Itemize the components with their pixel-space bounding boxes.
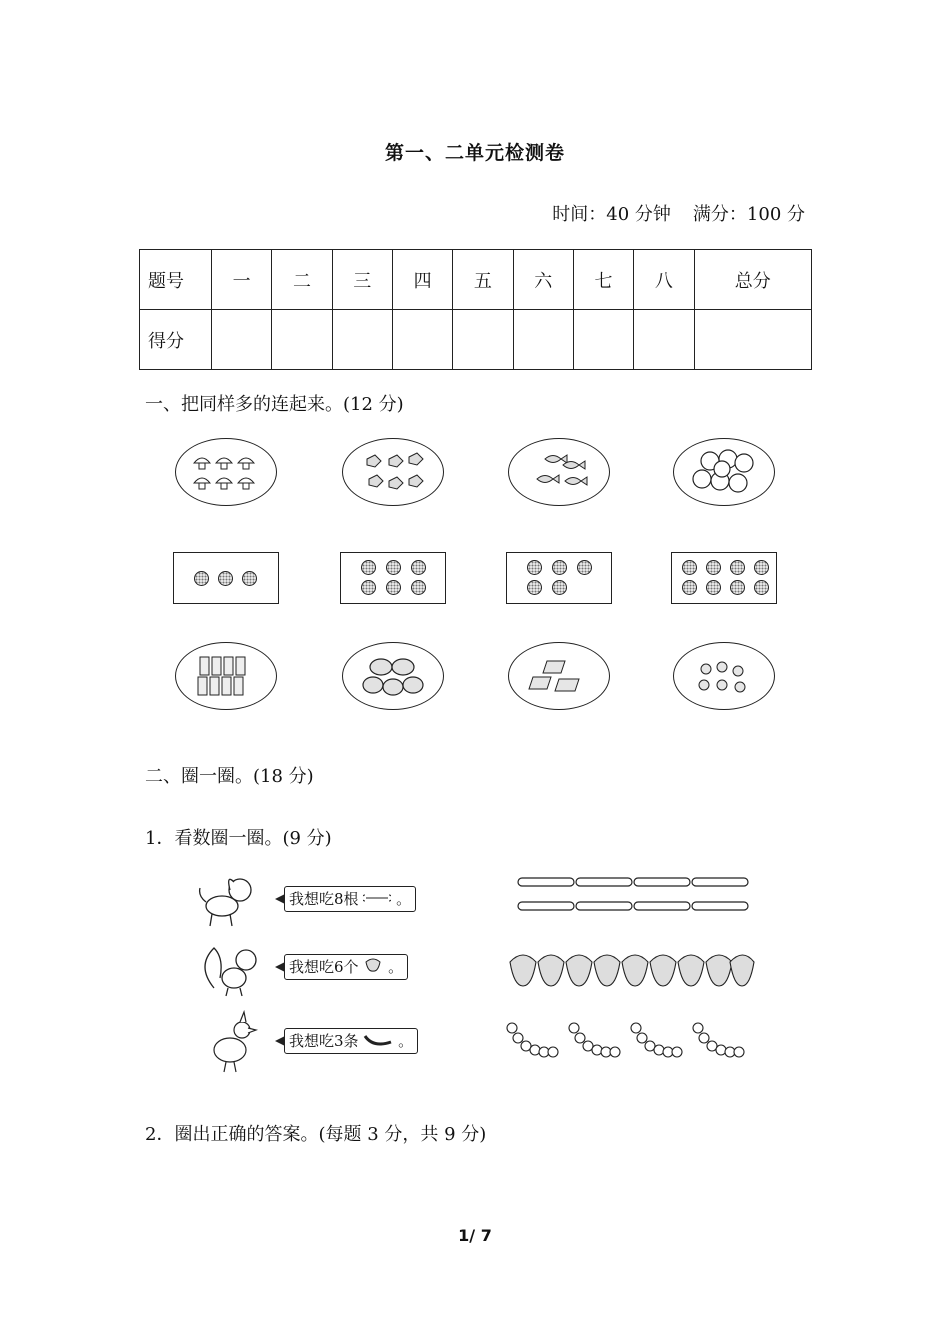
period: 。 [396,890,412,908]
plate-mushrooms[interactable] [175,438,277,506]
dot-box-8[interactable] [671,552,777,604]
plate-birds[interactable] [342,438,444,506]
dot [527,580,542,595]
time-limit: 时间：40 分钟 [552,204,671,225]
bone-icon [518,878,748,910]
dot [754,580,769,595]
score-cell[interactable] [212,310,272,370]
full-score: 满分：100 分 [692,204,805,225]
speech-text: 我想吃8根 [289,890,359,908]
cake-icon [509,643,609,709]
score-cell[interactable] [513,310,573,370]
exam-meta [552,200,805,226]
score-cell[interactable] [392,310,452,370]
caterpillar-icon [363,1032,393,1046]
header-cell: 六 [513,250,573,310]
period: 。 [388,958,404,976]
dot-box-5[interactable] [506,552,612,604]
plate-apples[interactable] [673,438,775,506]
dot [552,580,567,595]
bottle-icon [176,643,276,709]
bird-icon [200,1010,266,1076]
score-cell[interactable] [453,310,513,370]
dot [706,560,721,575]
header-cell: 二 [272,250,332,310]
header-cell: 八 [634,250,694,310]
plate-cakes[interactable] [508,642,610,710]
section-1-title: 一、把同样多的连起来。(12 分) [145,394,404,415]
score-cell[interactable] [332,310,392,370]
dot [682,580,697,595]
dot [577,560,592,575]
acorn-icon [363,956,383,972]
acorns-group[interactable] [508,946,756,992]
dot [194,571,209,586]
page-number: 1/ 7 [458,1226,492,1245]
dot [754,560,769,575]
caterpillar-icon [507,1023,744,1057]
fish-icon [509,439,609,505]
plate-candies[interactable] [673,642,775,710]
dot [682,560,697,575]
score-table-header-row [140,250,812,310]
page-title: 第一、二单元检测卷 [384,142,565,164]
dot [552,560,567,575]
dot [361,580,376,595]
potato-icon [343,643,443,709]
score-table [139,249,812,370]
squirrel-speech-bubble [284,954,408,980]
question-1-title: 1．看数圈一圈。(9 分) [145,828,332,849]
bone-icon [363,892,391,904]
dog-speech-bubble [284,886,416,912]
score-cell[interactable] [272,310,332,370]
header-cell: 题号 [140,250,212,310]
dot [706,580,721,595]
dog-icon [194,870,264,930]
section-2-title: 二、圈一圈。(18 分) [145,766,314,787]
candy-icon [674,643,774,709]
dot [386,580,401,595]
row-label: 得分 [140,310,212,370]
header-cell: 七 [573,250,633,310]
bones-group[interactable] [516,874,752,918]
mushroom-icon [176,439,276,505]
header-cell: 三 [332,250,392,310]
apple-icon [674,439,774,505]
dot [218,571,233,586]
bird-icon [343,439,443,505]
speech-text: 我想吃6个 [289,958,359,976]
caterpillars-group[interactable] [504,1016,756,1066]
speech-text: 我想吃3条 [289,1032,359,1050]
question-2-title: 2．圈出正确的答案。(每题 3 分，共 9 分) [145,1124,487,1145]
header-cell: 五 [453,250,513,310]
dot [411,560,426,575]
header-cell: 一 [212,250,272,310]
plate-potatoes[interactable] [342,642,444,710]
dot [242,571,257,586]
dot-box-6[interactable] [340,552,446,604]
dot [527,560,542,575]
score-cell[interactable] [694,310,812,370]
plate-fish[interactable] [508,438,610,506]
squirrel-icon [198,938,268,998]
score-table-score-row [140,310,812,370]
dot [411,580,426,595]
dot [730,580,745,595]
header-cell: 总分 [694,250,812,310]
bird-speech-bubble [284,1028,418,1054]
dot-box-3[interactable] [173,552,279,604]
plate-bottles[interactable] [175,642,277,710]
period: 。 [398,1032,414,1050]
dot [361,560,376,575]
header-cell: 四 [392,250,452,310]
score-cell[interactable] [634,310,694,370]
acorn-icon [510,955,754,986]
dot [730,560,745,575]
dot [386,560,401,575]
score-cell[interactable] [573,310,633,370]
